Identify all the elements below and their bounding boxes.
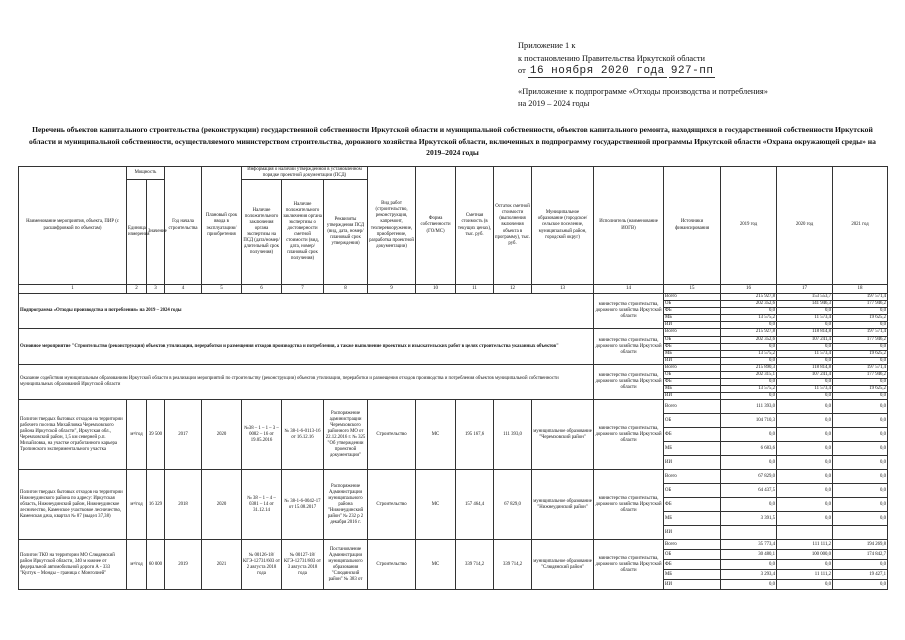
funding-source: ФБ [664,560,721,570]
header-remaining-cost: Остаток сметной стоимости (выполнения включения объекта в программу), тыс. руб. [494,167,532,285]
header-municipality: Муниципальное образование (городское/сельское поселение, муниципальный район, городской округ) [532,167,594,285]
value-2019: 104 710,3 [721,414,777,428]
row-exp-cost: № 38-1-6-0113-16 от 16.12.16 [282,400,324,470]
value-2020: 0,0 [777,428,833,442]
appendix-line-5: на 2019 – 2024 годы [518,99,590,108]
table-row [19,470,888,484]
header-expertise-psd: Наличие положительного заключения органа экспертизы на ПСД (дата/номер/длительный срок получения) [242,180,282,285]
row-executor: министерство строительства, дорожного хозяйства Иркутской области [594,294,664,329]
value-2020: 107 241,4 [777,372,833,379]
funding-source: МБ [664,350,721,357]
value-2020: 111 111,2 [777,540,833,550]
row-value: 60 000 [147,540,165,590]
header-executor: Исполнитель (наименование ИОГВ) [594,167,664,285]
handwritten-date: 16 ноября 2020 года [529,65,665,77]
row-start: 2019 [165,540,202,590]
value-2019: 202 352,6 [721,336,777,343]
value-2019: 215 890,3 [721,364,777,371]
value-2020: 0,0 [777,357,833,364]
value-2019: 111 393,0 [721,400,777,414]
value-2021: 194 269,8 [833,540,888,550]
value-2020 [777,526,833,540]
value-2020: 11 573,4 [777,386,833,393]
value-2020: 0,0 [777,400,833,414]
value-2019: 3 391,5 [721,512,777,526]
value-2019: 0,0 [721,393,777,400]
value-2021: 19 625,2 [833,350,888,357]
funding-source: ИИ [664,393,721,400]
value-2020: 107 241,4 [777,336,833,343]
row-mun: муниципальное образование "Слюдянский район" [532,540,594,590]
row-cost: 339 714,2 [456,540,494,590]
value-2021: 197 571,4 [833,294,888,301]
header-unit: Единица измерения [127,180,147,285]
header-2021: 2021 год [833,167,888,285]
row-mun: муниципальное образование "Черемховский район" [532,400,594,470]
table-row [19,294,888,301]
value-2021: 177 946,2 [833,372,888,379]
row-name: Подпрограмма «Отходы производства и потребления» на 2019 – 2024 годы [19,294,594,329]
value-2020: 0,0 [777,322,833,329]
value-2021: 177 946,2 [833,336,888,343]
col-number: 11 [456,285,494,294]
col-number: 10 [416,285,456,294]
row-executor: министерство строительства, дорожного хозяйства Иркутской области [594,400,664,470]
col-number: 4 [165,285,202,294]
appendix-line-2: к постановлению Правительства Иркутской области [518,53,706,63]
row-approval: Распоряжение администрации Черемховского районного МО от 22.12.2016 г. № 325 "Об утверждении проектной документации" [324,400,368,470]
row-exp-cost: № 00127-18/КГЭ-12731/803 от 3 августа 2018 года [282,540,324,590]
funding-source: ИИ [664,357,721,364]
funding-source: МБ [664,570,721,580]
header-ownership: Форма собственности (ГО/МС) [416,167,456,285]
header-funding: Источники финансирования [664,167,721,285]
value-2019: 202 352,6 [721,301,777,308]
row-remain: 67 829,0 [494,470,532,540]
value-2019: 64 437,5 [721,484,777,498]
table-row [19,329,888,336]
value-2020: 0,0 [777,308,833,315]
header-approval: Реквизиты утверждения ПСД (вид, дата, номер/ плановый срок утверждения) [324,180,368,285]
value-2021: 0,0 [833,308,888,315]
value-2019: 67 829,0 [721,470,777,484]
row-own: МС [416,470,456,540]
value-2019: 13 575,2 [721,315,777,322]
value-2019: 0,0 [721,498,777,512]
value-2020: 0,0 [777,343,833,350]
row-planned: 2020 [202,400,242,470]
value-2019: 0,0 [721,560,777,570]
value-2021: 0,0 [833,456,888,470]
col-number: 8 [324,285,368,294]
value-2021: 0,0 [833,379,888,386]
header-2019: 2019 год [721,167,777,285]
table-row [19,364,888,371]
value-2021: 0,0 [833,400,888,414]
header-start-year: Год начала строительства [165,167,202,285]
header-estimated-cost: Сметная стоимость (в текущих ценах), тыс. руб. [456,167,494,285]
value-2020: 0,0 [777,470,833,484]
appendix-line-4: «Приложение к подпрограмме «Отходы производства и потребления» [518,86,768,96]
row-remain: 111 393,0 [494,400,532,470]
funding-source: Всего [664,400,721,414]
col-number: 7 [282,285,324,294]
row-own: МС [416,540,456,590]
col-number: 9 [368,285,416,294]
value-2020: 118 814,8 [777,364,833,371]
value-2019: 0,0 [721,379,777,386]
header-docs-group: Информация о наличии утвержденной в установленном порядке проектной документации (ПСД) [242,167,368,180]
value-2019: 0,0 [721,456,777,470]
header-capacity: Мощность [127,167,165,180]
value-2020: 11 573,4 [777,315,833,322]
value-2021: 19 427,1 [833,570,888,580]
col-number: 18 [833,285,888,294]
funding-source: ОБ [664,301,721,308]
row-start: 2018 [165,470,202,540]
row-unit: м³/год [127,400,147,470]
date-prefix: от [518,66,526,75]
funding-source: ФБ [664,498,721,512]
value-2019: 202 315,1 [721,372,777,379]
value-2021: 0,0 [833,442,888,456]
col-number: 17 [777,285,833,294]
row-exp-psd: № 00126-18/КГЭ-12731/603 от 2 августа 2018 года [242,540,282,590]
funding-source: ОБ [664,550,721,560]
value-2020: 0,0 [777,560,833,570]
row-exp-psd: № 38 – 1 – 4 – 0381 – 14 от 31.12.14 [242,470,282,540]
funding-source: Всего [664,364,721,371]
row-name: Основное мероприятие "Строительство (реконструкция) объектов утилизации, переработки и размещения отходов производства и потребления, а также выполнение проектных и изыскательских работ в целях строительства указанных объектов" [19,329,594,364]
value-2021: 0,0 [833,580,888,590]
value-2019: 0,0 [721,357,777,364]
col-number: 1 [19,285,127,294]
funding-source: ОБ [664,484,721,498]
header-2020: 2020 год [777,167,833,285]
document-title: Перечень объектов капитального строительства (реконструкции) государственной собственности Иркутской области и муниципальной собственности, объектов капитального ремонта, находящихся в государственной собственности Иркутской области и муниципальной собственности, осуществляемого министерством строительства, дорожного хозяйства Иркутской области, включенных в подпрограмму государственной программы Иркутской области «Охрана окружающей среды» на 2019–2024 годы [29,125,876,157]
header-planned-year: Плановый срок ввода в эксплуатацию/ приобретения [202,167,242,285]
funding-source: ИИ [664,526,721,540]
value-2020: 0,0 [777,414,833,428]
value-2020: 11 111,2 [777,570,833,580]
header-expertise-cost: Наличие положительного заключения органа экспертизы о достоверности сметной стоимости (вид, дата, номер/ плановый срок получения) [282,180,324,285]
funding-source: МБ [664,315,721,322]
col-number: 2 [127,285,147,294]
value-2021 [833,526,888,540]
col-number: 6 [242,285,282,294]
value-2020: 11 573,4 [777,350,833,357]
value-2021: 0,0 [833,322,888,329]
row-start: 2017 [165,400,202,470]
row-approval: Постановление Администрации муниципального образования "Слюдянский район" № 383 от [324,540,368,590]
row-planned: 2021 [202,540,242,590]
value-2019: 0,0 [721,428,777,442]
value-2019: 215 927,8 [721,294,777,301]
value-2021: 0,0 [833,560,888,570]
value-2021: 19 625,2 [833,315,888,322]
row-work: Строительство [368,400,416,470]
row-cost: 195 167,6 [456,400,494,470]
value-2020: 118 814,8 [777,329,833,336]
table-row [19,400,888,414]
funding-source: МБ [664,442,721,456]
funding-source: ФБ [664,343,721,350]
funding-source: МБ [664,386,721,393]
row-planned: 2020 [202,470,242,540]
row-name: Полигон ТКО на территории МО Слюдянский район Иркутской области, 340 м южнее от федеральной автомобильной дороги А - 333 "Култук – Монды – граница с Монголией" [19,540,127,590]
value-2019: 0,0 [721,580,777,590]
value-2021: 0,0 [833,343,888,350]
handwritten-number: 927-пп [670,65,714,77]
row-name: Оказание содействия муниципальным образованиям Иркутской области в реализации мероприятий по строительству (реконструкции) объектов утилизации, переработки и размещения отходов производства и потребления объектов муниципальной собственности муниципальных образований Иркутской области [19,364,594,399]
col-number: 12 [494,285,532,294]
value-2019: 6 683,6 [721,442,777,456]
col-number: 14 [594,285,664,294]
funding-source: ФБ [664,308,721,315]
funding-source: ИИ [664,580,721,590]
value-2020: 0,0 [777,512,833,526]
appendix-line-1: Приложение 1 к [518,41,576,50]
row-own: МС [416,400,456,470]
header-work-type: Вид работ (строительство, реконструкция, капремонт, техперевооружение, приобретение, разработка проектной документации) [368,167,416,285]
funding-source: Всего [664,294,721,301]
row-value: 16 329 [147,470,165,540]
value-2020: 153 553,7 [777,294,833,301]
funding-source: ОБ [664,372,721,379]
value-2019: 0,0 [721,308,777,315]
value-2021: 197 571,4 [833,364,888,371]
value-2019: 35 773,4 [721,540,777,550]
row-executor: министерство строительства, дорожного хозяйства Иркутской области [594,470,664,540]
value-2021: 0,0 [833,512,888,526]
col-number: 5 [202,285,242,294]
row-executor: министерство строительства, дорожного хозяйства Иркутской области [594,364,664,399]
value-2019: 0,0 [721,322,777,329]
funding-source: ОБ [664,336,721,343]
funding-source: Всего [664,470,721,484]
value-2021: 19 625,2 [833,386,888,393]
row-approval: Распоряжение Администрации муниципального района "Нижнеудинский район" № 232 р 2 декабря 2016 г. [324,470,368,540]
row-remain: 339 714,2 [494,540,532,590]
value-2020: 0,0 [777,498,833,512]
value-2021: 0,0 [833,393,888,400]
funding-source: ФБ [664,428,721,442]
row-work: Строительство [368,540,416,590]
row-name: Полигон твердых бытовых отходов на территории рабочего поселка Михайловка Черемховского района Иркутской области", Иркутская обл., Черемховский район, 1,5 км северней р.п. Михайловка, на участке отработанного карьера Тропинского экспериментального участка [19,400,127,470]
col-number: 15 [664,285,721,294]
header-row-1 [19,167,888,180]
row-unit: м³/год [127,470,147,540]
value-2021: 197 571,4 [833,329,888,336]
header-name: Наименование мероприятия, объекта, ПИР (с расшифровкой по объектам) [19,167,127,285]
value-2020: 0,0 [777,484,833,498]
row-cost: 157 464,4 [456,470,494,540]
value-2020: 0,0 [777,393,833,400]
value-2019: 30 480,1 [721,550,777,560]
value-2021: 0,0 [833,498,888,512]
row-exp-psd: №38 – 1 – 1 – 3 – 0082 – 16 от 19.05.2016 [242,400,282,470]
column-numbers-row [19,285,888,294]
appendix-date-line [518,65,878,78]
col-number: 3 [147,285,165,294]
appendix-block [518,40,878,111]
value-2019: 13 575,2 [721,386,777,393]
row-executor: министерство строительства, дорожного хозяйства Иркутской области [594,329,664,364]
value-2021: 0,0 [833,428,888,442]
row-executor: министерство строительства, дорожного хозяйства Иркутской области [594,540,664,590]
value-2020: 100 000,0 [777,550,833,560]
row-value: 39 500 [147,400,165,470]
funding-source: ОБ [664,414,721,428]
value-2020: 0,0 [777,456,833,470]
row-exp-cost: № 38-1-6-0042-17 от 15.08.2017 [282,470,324,540]
value-2020: 0,0 [777,379,833,386]
value-2021: 174 842,7 [833,550,888,560]
header-value: Значение [147,180,165,285]
funding-source: Всего [664,540,721,550]
value-2020: 0,0 [777,580,833,590]
funding-source: ИИ [664,456,721,470]
row-name: Полигон твердых бытовых отходов на территории Нижнеудинского района по адресу: Иркутская область, Нижнеудинский район, Нижнеудинское лесничество, Каменское участковое лесничество, Каменская дача, квартал № 87 (выдел 37,38) [19,470,127,540]
value-2021: 177 946,2 [833,301,888,308]
value-2020: 141 946,3 [777,301,833,308]
value-2019: 13 575,2 [721,350,777,357]
funding-source: ФБ [664,379,721,386]
row-unit: м³/год [127,540,147,590]
value-2021: 0,0 [833,470,888,484]
objects-table [18,166,888,590]
row-mun: муниципальное образование "Нижнеудинский район" [532,470,594,540]
col-number: 16 [721,285,777,294]
table-row [19,540,888,550]
value-2021: 0,0 [833,414,888,428]
value-2019: 3 293,4 [721,570,777,580]
col-number: 13 [532,285,594,294]
value-2021: 0,0 [833,357,888,364]
funding-source: ИИ [664,322,721,329]
funding-source: МБ [664,512,721,526]
value-2019: 0,0 [721,343,777,350]
row-work: Строительство [368,470,416,540]
value-2019: 215 927,8 [721,329,777,336]
value-2021: 0,0 [833,484,888,498]
value-2019 [721,526,777,540]
value-2020: 0,0 [777,442,833,456]
funding-source: Всего [664,329,721,336]
